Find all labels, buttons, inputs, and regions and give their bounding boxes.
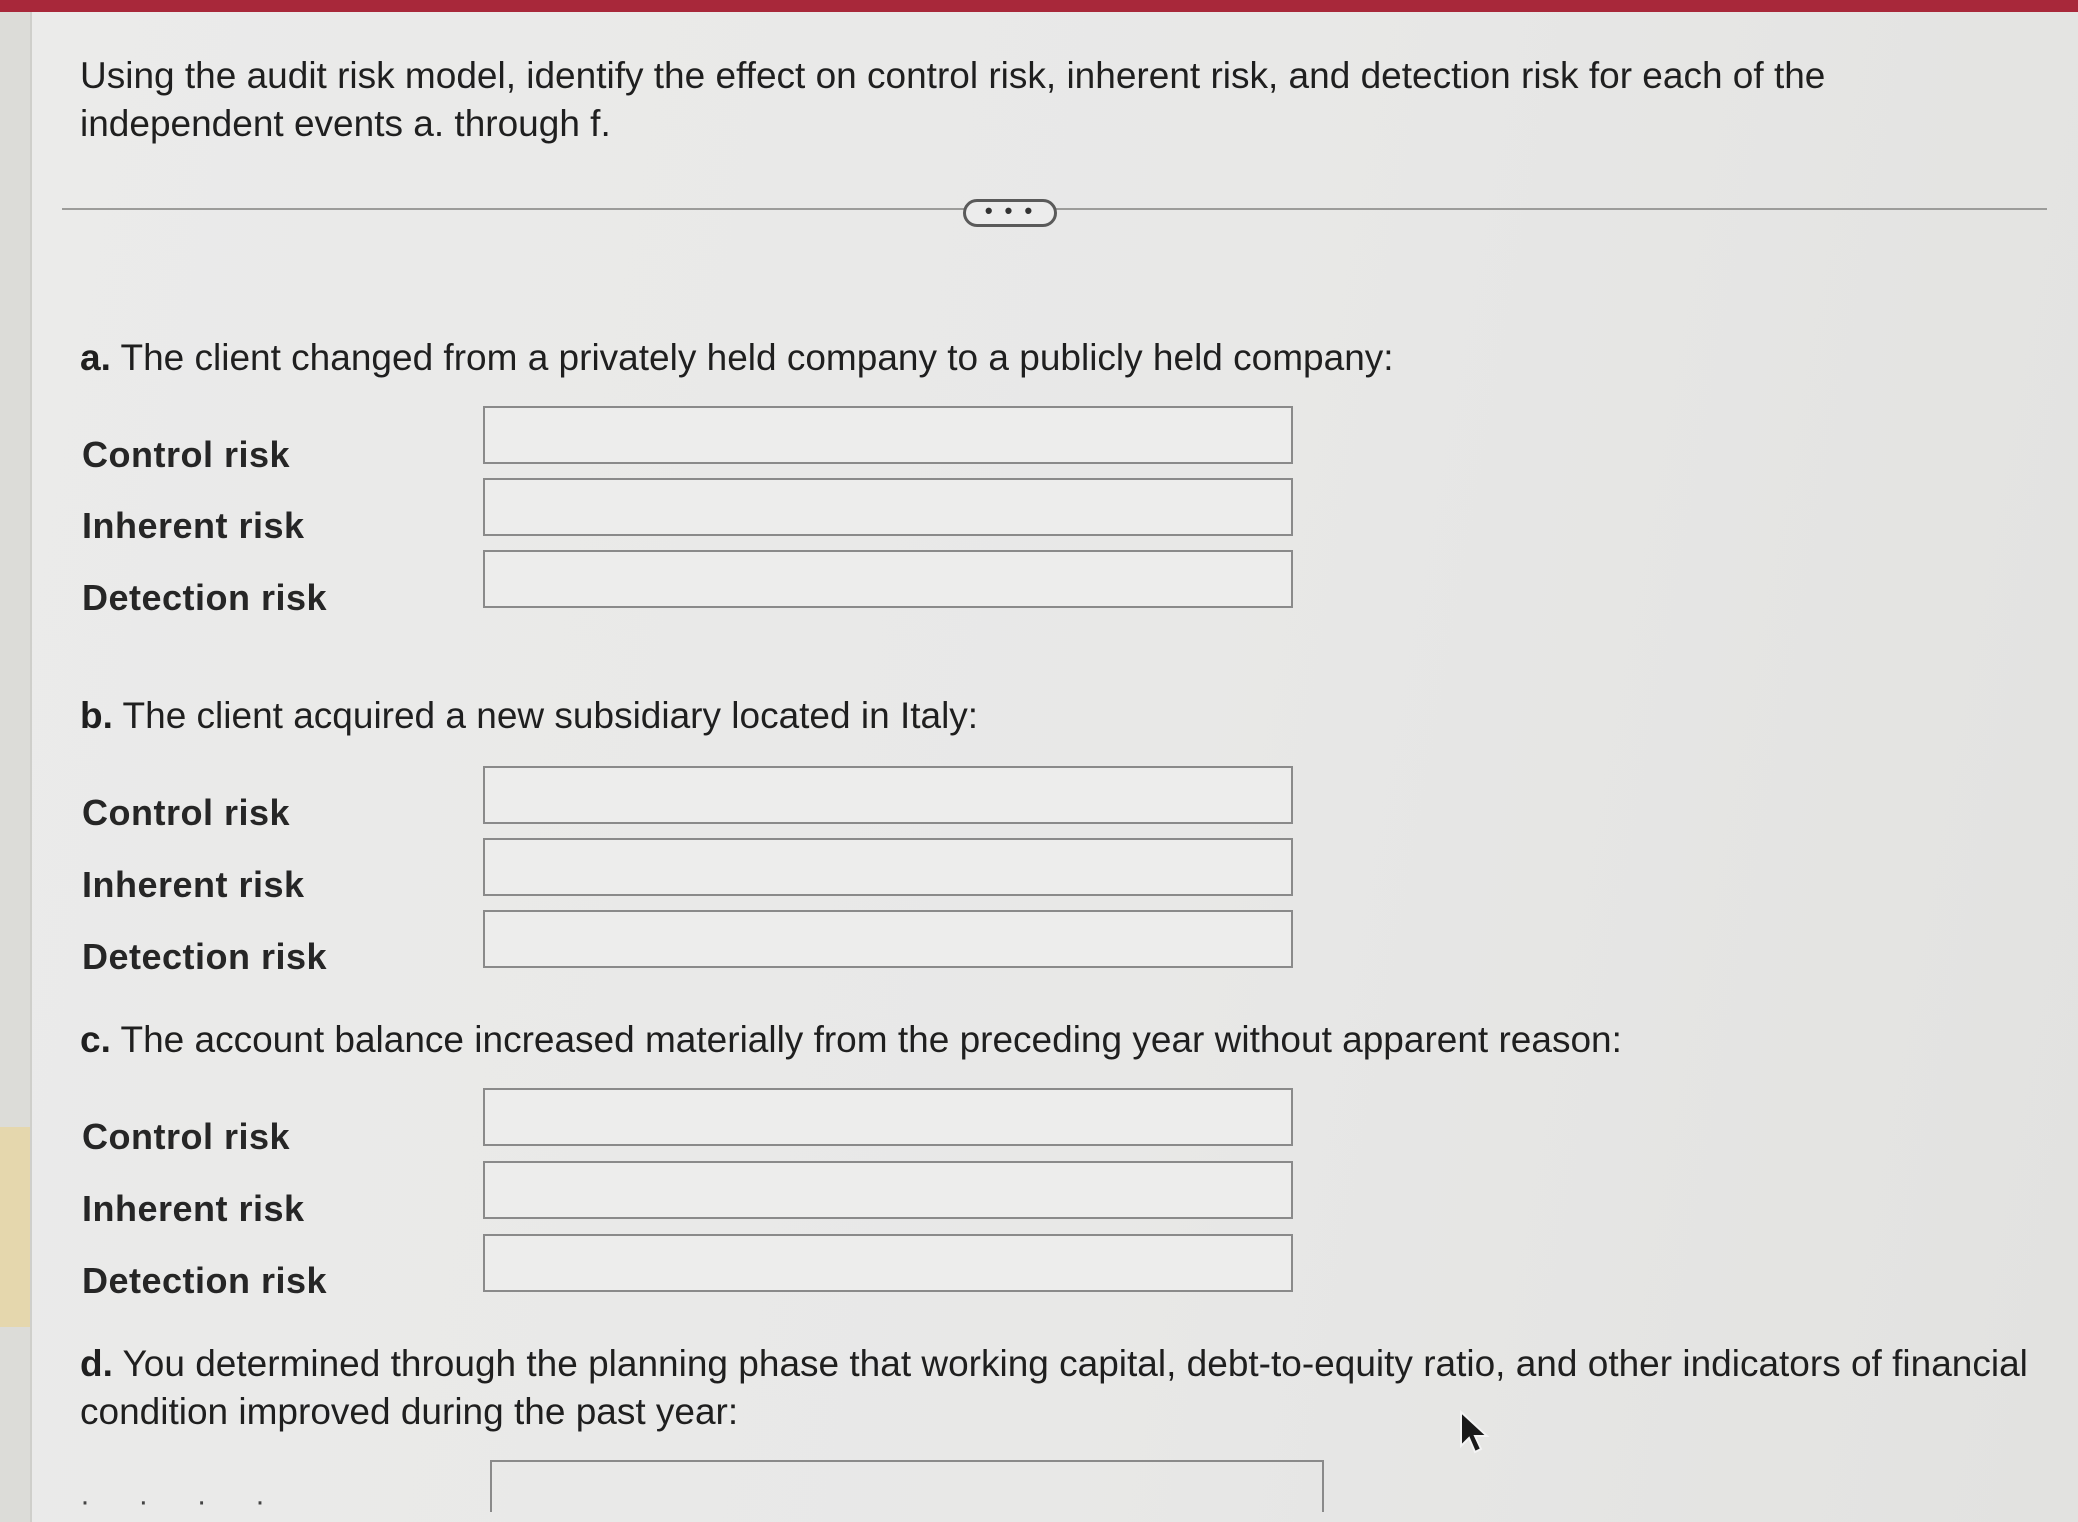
part-a-detection-risk-field[interactable] xyxy=(483,550,1293,608)
part-b-text: The client acquired a new subsidiary located in Italy: xyxy=(122,695,979,736)
part-a-control-risk-field[interactable] xyxy=(483,406,1293,464)
part-c-letter: c. xyxy=(80,1019,111,1060)
part-c-inherent-risk-field[interactable] xyxy=(483,1161,1293,1219)
left-edge-highlight xyxy=(0,1127,30,1327)
part-a-inherent-risk-field[interactable] xyxy=(483,478,1293,536)
part-c-detection-risk-label: Detection risk xyxy=(82,1260,328,1301)
part-a-control-risk-label: Control risk xyxy=(82,434,291,475)
part-b-inherent-risk-label: Inherent risk xyxy=(82,864,305,905)
part-b-title xyxy=(80,692,978,740)
part-b-inherent-risk-input[interactable] xyxy=(485,840,1291,894)
part-b-control-risk-label: Control risk xyxy=(82,792,291,833)
expand-more-button[interactable]: • • • xyxy=(963,199,1057,227)
browser-top-bar xyxy=(0,0,2078,12)
part-a-letter: a. xyxy=(80,337,111,378)
part-d-control-risk-field[interactable] xyxy=(490,1460,1324,1512)
part-c-text: The account balance increased materially from the preceding year without apparent reason: xyxy=(120,1019,1622,1060)
part-c-title xyxy=(80,1016,1622,1064)
part-a-detection-risk-label: Detection risk xyxy=(82,577,328,618)
part-c-control-risk-label: Control risk xyxy=(82,1116,291,1157)
part-d-title xyxy=(80,1340,2040,1436)
part-a-inherent-risk-input[interactable] xyxy=(485,480,1291,534)
question-prompt: Using the audit risk model, identify the effect on control risk, inherent risk, and detection risk for each of the independent events a. through f. xyxy=(80,55,1826,144)
part-c-control-risk-input[interactable] xyxy=(485,1090,1291,1144)
part-b-detection-risk-input[interactable] xyxy=(485,912,1291,966)
part-a-inherent-risk-label: Inherent risk xyxy=(82,505,305,546)
part-c-detection-risk-input[interactable] xyxy=(485,1236,1291,1290)
part-c-control-risk-field[interactable] xyxy=(483,1088,1293,1146)
part-a-text: The client changed from a privately held company to a publicly held company: xyxy=(120,337,1394,378)
part-b-control-risk-field[interactable] xyxy=(483,766,1293,824)
part-c-inherent-risk-input[interactable] xyxy=(485,1163,1291,1217)
mouse-cursor-icon xyxy=(1458,1410,1492,1456)
part-c-detection-risk-field[interactable] xyxy=(483,1234,1293,1292)
part-a-title xyxy=(80,334,1394,382)
left-edge-strip xyxy=(0,12,32,1522)
part-b-control-risk-input[interactable] xyxy=(485,768,1291,822)
part-b-detection-risk-label: Detection risk xyxy=(82,936,328,977)
part-b-inherent-risk-field[interactable] xyxy=(483,838,1293,896)
partial-label-blur: · · · · xyxy=(80,1485,285,1518)
part-b-detection-risk-field[interactable] xyxy=(483,910,1293,968)
part-a-control-risk-input[interactable] xyxy=(485,408,1291,462)
part-b-letter: b. xyxy=(80,695,113,736)
part-d-letter: d. xyxy=(80,1343,113,1384)
part-a-detection-risk-input[interactable] xyxy=(485,552,1291,606)
part-d-text: You determined through the planning phase that working capital, debt-to-equity ratio, and other indicators of financial condition improved during the past year: xyxy=(80,1343,2028,1432)
part-c-inherent-risk-label: Inherent risk xyxy=(82,1188,305,1229)
